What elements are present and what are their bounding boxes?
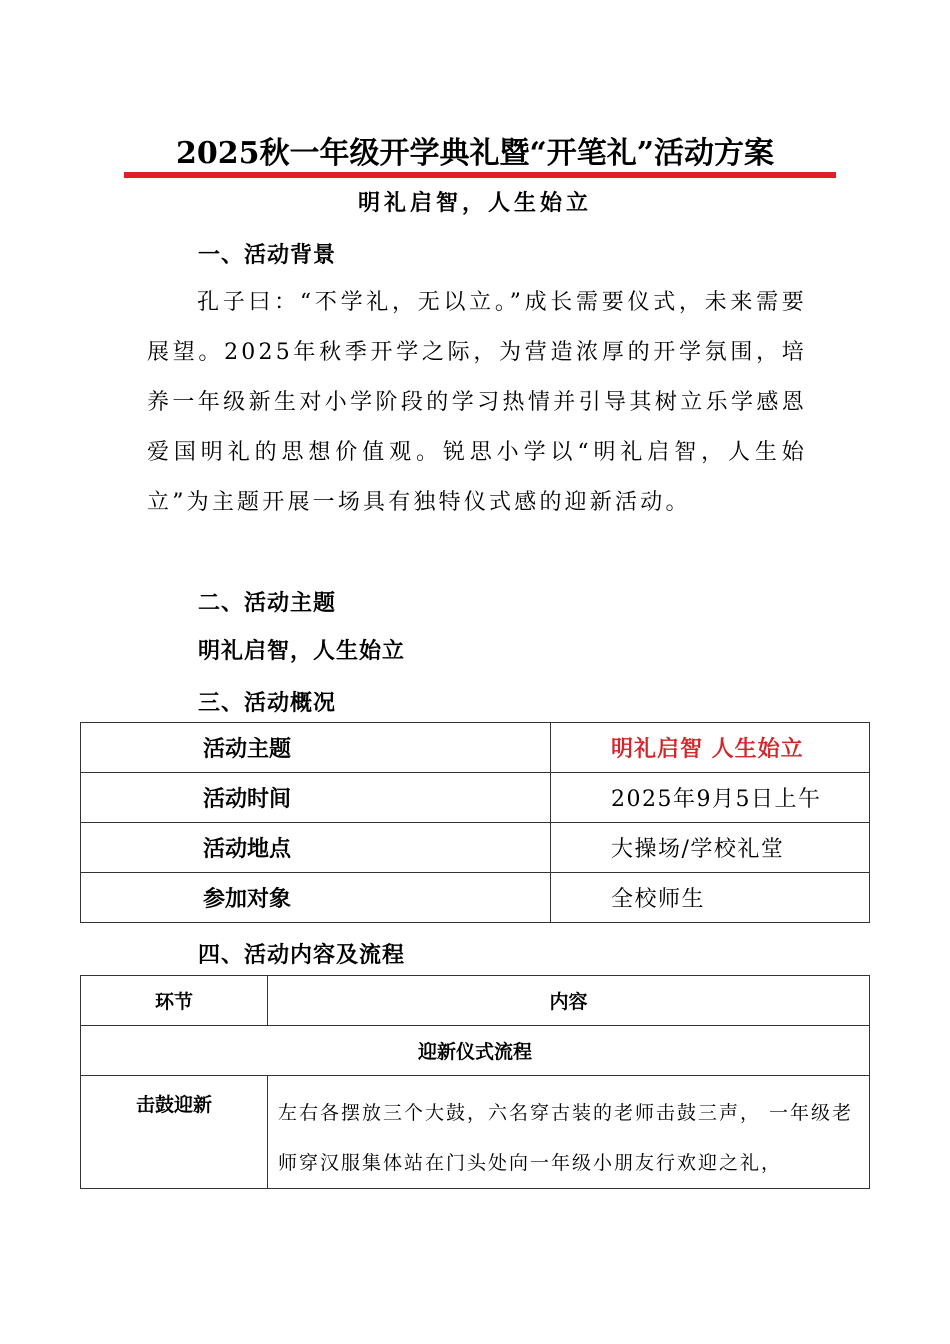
overview-label: 参加对象: [81, 873, 551, 923]
overview-table: [80, 722, 870, 923]
table-row: [81, 723, 870, 773]
flow-content: 左右各摆放三个大鼓，六名穿古装的老师击鼓三声， 一年级老师穿汉服集体站在门头处向一年级小朋友行欢迎之礼，: [268, 1076, 870, 1189]
column-header-step: 环节: [81, 976, 268, 1026]
table-row: [81, 873, 870, 923]
overview-label: 活动时间: [81, 773, 551, 823]
flow-step: 击鼓迎新: [81, 1076, 268, 1189]
table-section-row: [81, 1026, 870, 1076]
section-heading-theme: 二、活动主题: [198, 590, 337, 616]
title-underline-rule: [124, 172, 836, 178]
page-subtitle: 明礼启智，人生始立: [357, 190, 592, 216]
overview-value: 2025年9月5日上午: [551, 773, 870, 823]
overview-label: 活动主题: [81, 723, 551, 773]
page-title: 2025秋一年级开学典礼暨“开笔礼”活动方案: [175, 136, 774, 171]
flow-section-title: 迎新仪式流程: [81, 1026, 870, 1076]
section-heading-overview: 三、活动概况: [198, 690, 337, 716]
overview-value: 大操场/学校礼堂: [551, 823, 870, 873]
table-row: [81, 773, 870, 823]
flow-table: [80, 975, 870, 1189]
table-row: [81, 1076, 870, 1189]
section-heading-flow: 四、活动内容及流程: [198, 942, 406, 968]
table-row: [81, 823, 870, 873]
background-text: 孔子曰：“不学礼，无以立。”成长需要仪式，未来需要展望。2025年秋季开学之际，为营造浓厚的开学氛围，培养一年级新生对小学阶段的学习热情并引导其树立乐学感恩爱国明礼的思想价值观。锐思小学以“明礼启智，人生始立”为主题开展一场具有独特仪式感的迎新活动。: [147, 290, 807, 515]
overview-value: 全校师生: [551, 873, 870, 923]
section-heading-background: 一、活动背景: [198, 242, 337, 268]
overview-label: 活动地点: [81, 823, 551, 873]
column-header-content: 内容: [268, 976, 870, 1026]
table-header-row: [81, 976, 870, 1026]
theme-text: 明礼启智，人生始立: [198, 638, 406, 664]
overview-value: 明礼启智 人生始立: [551, 723, 870, 773]
background-paragraph: [147, 278, 807, 528]
